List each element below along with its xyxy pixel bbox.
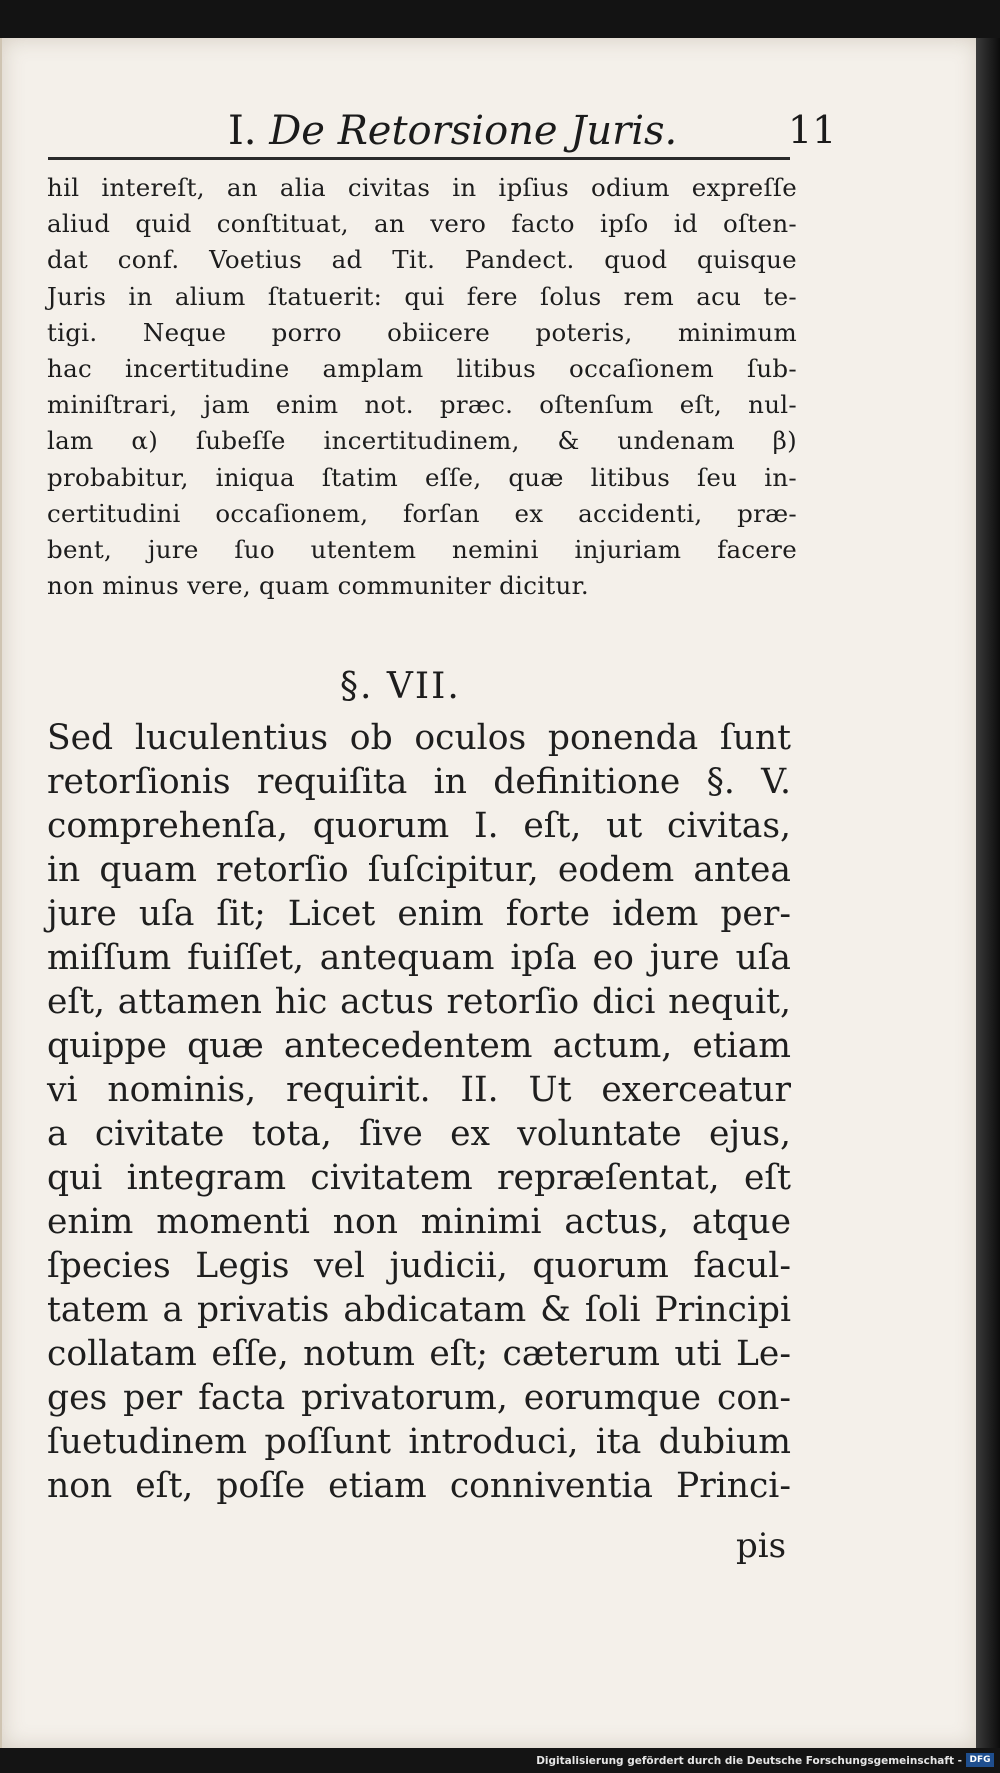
- text-line: enim momenti non minimi actus, atque: [47, 1202, 791, 1242]
- text-line: miniſtrari, jam enim not. præc. oſtenſum eſt, nul-: [47, 390, 797, 420]
- text-line: dat conf. Voetius ad Tit. Pandect. quod quisque: [47, 245, 797, 275]
- text-line: comprehenſa, quorum I. eſt, ut civitas,: [47, 806, 791, 846]
- text-line: qui integram civitatem repræſentat, eſt: [47, 1158, 791, 1198]
- text-line: a civitate tota, ſive ex voluntate ejus,: [47, 1114, 791, 1154]
- text-line: jure uſa ſit; Licet enim forte idem per-: [47, 894, 791, 934]
- page-edge-shadow: [976, 38, 1000, 1748]
- text-line: bent, jure ſuo utentem nemini injuriam facere: [47, 534, 797, 564]
- continued-paragraph: [47, 170, 797, 604]
- text-line: collatam eſſe, notum eſt; cæterum uti Le-: [47, 1334, 791, 1374]
- text-line: aliud quid conſtituat, an vero facto ipſo id oſten-: [47, 209, 797, 239]
- text-line: in quam retorſio ſuſcipitur, eodem antea: [47, 850, 791, 890]
- text-line: ges per facta privatorum, eorumque con-: [47, 1378, 791, 1418]
- running-title: [228, 108, 677, 154]
- section-heading: §. VII.: [340, 666, 461, 707]
- text-line: hac incertitudine amplam litibus occaſionem ſub-: [47, 353, 797, 383]
- text-line: hil intereſt, an alia civitas in ipſius odium expreſſe: [47, 173, 797, 202]
- text-line: vi nominis, requirit. II. Ut exerceatur: [47, 1070, 791, 1110]
- catchword: pis: [736, 1526, 787, 1566]
- text-line: miſſum fuiſſet, antequam ipſa eo jure uſa: [47, 938, 791, 978]
- text-line: retorſionis requiſita in definitione §. V.: [47, 762, 791, 802]
- text-line: ſpecies Legis vel judicii, quorum facul-: [47, 1246, 791, 1286]
- text-line: Juris in alium ſtatuerit: qui fere ſolus rem acu te-: [47, 281, 797, 311]
- running-header: [48, 108, 837, 158]
- text-line: certitudini occaſionem, forſan ex accidenti, præ-: [47, 498, 797, 528]
- section-paragraph: [47, 716, 791, 1508]
- funding-notice: Digitalisierung gefördert durch die Deutsche Forschungsgemeinschaft -: [536, 1755, 962, 1767]
- text-line: non minus vere, quam communiter dicitur.: [47, 571, 589, 601]
- text-line: probabitur, iniqua ſtatim eſſe, quæ litibus ſeu in-: [47, 462, 797, 492]
- chapter-title: De Retorsione Juris.: [269, 108, 678, 154]
- text-line: eſt, attamen hic actus retorſio dici nequit,: [47, 982, 791, 1022]
- text-line: ſuetudinem poſſunt introduci, ita dubium: [47, 1422, 791, 1462]
- chapter-number: I.: [228, 108, 257, 154]
- page-number: 11: [788, 108, 837, 152]
- text-line: Sed luculentius ob oculos ponenda ſunt: [47, 718, 791, 758]
- dfg-logo: DFG: [966, 1753, 994, 1767]
- text-line: non eſt, poſſe etiam conniventia Princi-: [47, 1466, 791, 1506]
- text-line: quippe quæ antecedentem actum, etiam: [47, 1026, 791, 1066]
- header-rule: [48, 157, 790, 160]
- text-line: lam α) ſubeſſe incertitudinem, & undenam β): [47, 426, 797, 456]
- text-line: tatem a privatis abdicatam & ſoli Principi: [47, 1290, 791, 1330]
- text-line: tigi. Neque porro obiicere poteris, minimum: [47, 317, 797, 347]
